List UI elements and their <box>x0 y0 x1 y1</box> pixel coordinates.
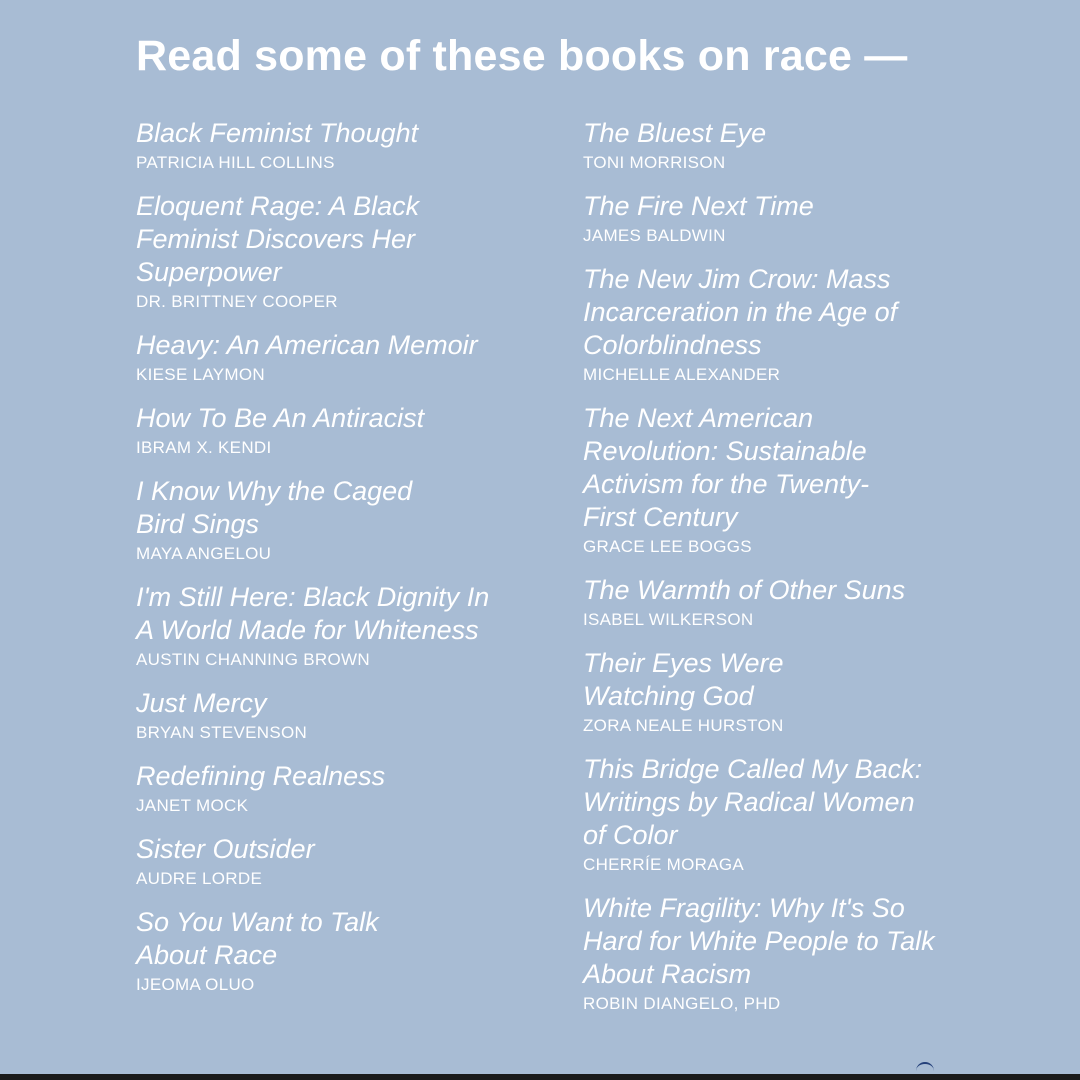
book-title: This Bridge Called My Back: Writings by Radical Women of Color <box>583 754 923 850</box>
list-item <box>583 117 1003 173</box>
book-title: I Know Why the Caged Bird Sings <box>136 476 413 539</box>
list-item <box>136 475 446 564</box>
book-title: Just Mercy <box>136 688 267 718</box>
list-item <box>583 753 928 875</box>
list-item <box>583 263 933 385</box>
book-author: AUDRE LORDE <box>136 869 263 888</box>
book-author: MAYA ANGELOU <box>136 544 272 563</box>
book-title: Heavy: An American Memoir <box>136 330 478 360</box>
list-item <box>136 329 536 385</box>
book-author: ISABEL WILKERSON <box>583 610 754 629</box>
book-title: The Warmth of Other Suns <box>583 575 906 605</box>
book-author: AUSTIN CHANNING BROWN <box>136 650 370 669</box>
book-author: TONI MORRISON <box>583 153 726 172</box>
list-item <box>583 892 943 1014</box>
book-title: White Fragility: Why It's So Hard for White People to Talk About Racism <box>583 893 935 989</box>
list-item <box>136 833 536 889</box>
book-title: Their Eyes Were Watching God <box>583 648 784 711</box>
list-item <box>136 760 536 816</box>
bottom-edge <box>0 1074 1080 1080</box>
book-title: Sister Outsider <box>136 834 315 864</box>
book-title: Redefining Realness <box>136 761 386 791</box>
book-title: The New Jim Crow: Mass Incarceration in the Age of Colorblindness <box>583 264 898 360</box>
book-title: Eloquent Rage: A Black Feminist Discovers Her Superpower <box>136 191 420 287</box>
book-author: PATRICIA HILL COLLINS <box>136 153 335 172</box>
book-list-left <box>136 117 546 1012</box>
book-author: BRYAN STEVENSON <box>136 723 308 742</box>
book-author: IJEOMA OLUO <box>136 975 255 994</box>
book-author: JAMES BALDWIN <box>583 226 726 245</box>
book-author: ROBIN DIANGELO, PHD <box>583 994 781 1013</box>
book-author: KIESE LAYMON <box>136 365 265 384</box>
book-title: Black Feminist Thought <box>136 118 419 148</box>
book-author: IBRAM X. KENDI <box>136 438 272 457</box>
list-item <box>583 190 1003 246</box>
page-title: Read some of these books on race — <box>136 32 908 80</box>
partial-logo-icon <box>916 1062 934 1074</box>
book-author: DR. BRITTNEY COOPER <box>136 292 338 311</box>
book-author: MICHELLE ALEXANDER <box>583 365 781 384</box>
list-item <box>583 647 843 736</box>
book-list-right <box>583 117 1003 1031</box>
list-item <box>136 687 536 743</box>
book-title: The Fire Next Time <box>583 191 814 221</box>
book-author: GRACE LEE BOGGS <box>583 537 752 556</box>
book-title: The Next American Revolution: Sustainable Activism for the Twenty-First Century <box>583 403 870 532</box>
book-author: CHERRÍE MORAGA <box>583 855 744 874</box>
book-title: So You Want to Talk About Race <box>136 907 379 970</box>
book-author: ZORA NEALE HURSTON <box>583 716 784 735</box>
list-item <box>136 581 506 670</box>
book-title: I'm Still Here: Black Dignity In A World Made for Whiteness <box>136 582 490 645</box>
book-title: The Bluest Eye <box>583 118 767 148</box>
list-item <box>136 190 466 312</box>
list-item <box>136 906 426 995</box>
list-item <box>136 117 466 173</box>
list-item <box>583 574 1003 630</box>
book-author: JANET MOCK <box>136 796 249 815</box>
book-title: How To Be An Antiracist <box>136 403 425 433</box>
list-item <box>583 402 913 557</box>
list-item <box>136 402 536 458</box>
